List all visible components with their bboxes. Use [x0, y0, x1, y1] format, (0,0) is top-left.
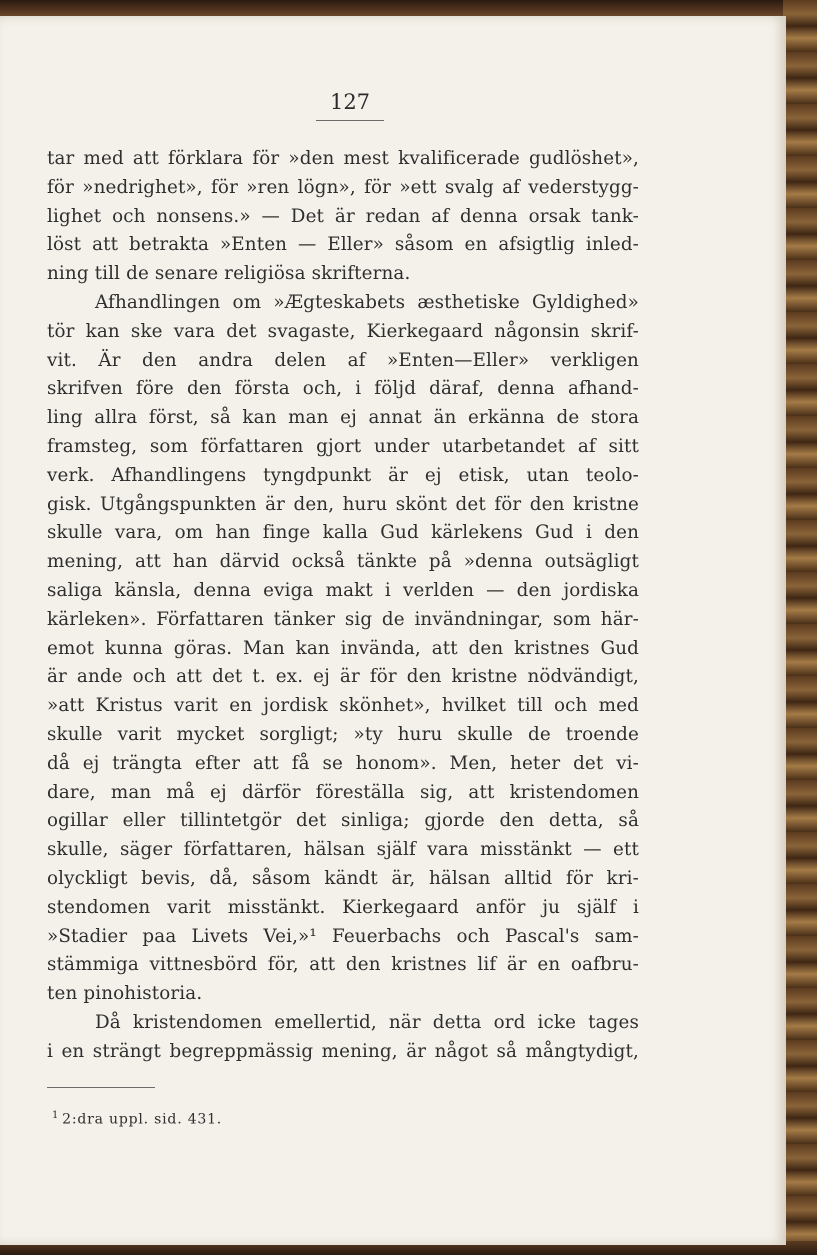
text-line: ten pinohistoria.	[47, 983, 203, 1005]
text-line: dare, man må ej därför föreställa sig, att kristendomen	[47, 781, 639, 803]
paper-page	[0, 16, 786, 1245]
text-line: stämmiga vittnesbörd för, att den kristnes lif är en oafbru-	[47, 954, 639, 976]
body-text	[47, 145, 639, 1067]
text-line: saliga känsla, denna eviga makt i verlden — den jordiska	[47, 579, 639, 601]
text-line: ning till de senare religiösa skrifterna.	[47, 263, 411, 285]
text-line: framsteg, som författaren gjort under utarbetandet af sitt	[47, 435, 639, 457]
text-line: verk. Afhandlingens tyngdpunkt är ej etisk, utan teolo-	[47, 464, 639, 486]
text-line: tör kan ske vara det svagaste, Kierkegaard någonsin skrif-	[47, 320, 639, 342]
text-line: mening, att han därvid också tänkte på »denna outsägligt	[47, 551, 639, 573]
footnote-rule	[47, 1087, 155, 1088]
text-line: kärleken». Författaren tänker sig de invändningar, som här-	[47, 608, 639, 630]
text-line: emot kunna göras. Man kan invända, att den kristnes Gud	[47, 637, 639, 659]
page-number-rule	[316, 120, 384, 121]
text-line: ling allra först, så kan man ej annat än erkänna de stora	[47, 407, 639, 429]
text-line: vit. Är den andra delen af »Enten—Eller» verkligen	[47, 349, 639, 371]
text-line: skulle vara, om han finge kalla Gud kärlekens Gud i den	[47, 522, 639, 544]
text-line: skulle varit mycket sorgligt; »ty huru skulle de troende	[47, 723, 639, 745]
text-line: skrifven före den första och, i följd däraf, denna afhand-	[47, 378, 639, 400]
book-spine-edge	[783, 0, 817, 1255]
text-line: ogillar eller tillintetgör det sinliga; gjorde den detta, så	[47, 810, 639, 832]
text-line: Då kristendomen emellertid, när detta ord icke tages	[95, 1011, 639, 1033]
page-number: 127	[329, 90, 371, 114]
text-line: »att Kristus varit en jordisk skönhet», hvilket till och med	[47, 695, 639, 717]
text-line: »Stadier paa Livets Vei,»¹ Feuerbachs och Pascal's sam-	[47, 925, 639, 947]
text-line: då ej trängta efter att få se honom». Men, heter det vi-	[47, 752, 639, 774]
text-line: löst att betrakta »Enten — Eller» såsom en afsigtlig inled-	[47, 234, 639, 256]
text-line: för »nedrighet», för »ren lögn», för »ett svalg af vederstygg-	[47, 176, 639, 198]
text-line: stendomen varit misstänkt. Kierkegaard anför ju själf i	[47, 896, 639, 918]
text-line: är ande och att det t. ex. ej är för den kristne nödvändigt,	[47, 666, 639, 688]
text-line: tar med att förklara för »den mest kvalificerade gudlöshet»,	[47, 148, 639, 169]
text-line: gisk. Utgångspunkten är den, huru skönt det för den kristne	[47, 493, 639, 515]
text-line: Afhandlingen om »Ægteskabets æsthetiske Gyldighed»	[95, 291, 639, 313]
footnote	[52, 1110, 222, 1128]
text-line: lighet och nonsens.» — Det är redan af denna orsak tank-	[47, 205, 639, 227]
text-line: skulle, säger författaren, hälsan själf vara misstänkt — ett	[47, 839, 639, 861]
text-line: olyckligt bevis, då, såsom kändt är, hälsan alltid för kri-	[47, 867, 639, 889]
text-line: i en strängt begreppmässig mening, är något så mångtydigt,	[47, 1040, 639, 1062]
footnote-text: 2:dra uppl. sid. 431.	[62, 1111, 223, 1128]
footnote-marker: 1	[52, 1110, 60, 1121]
